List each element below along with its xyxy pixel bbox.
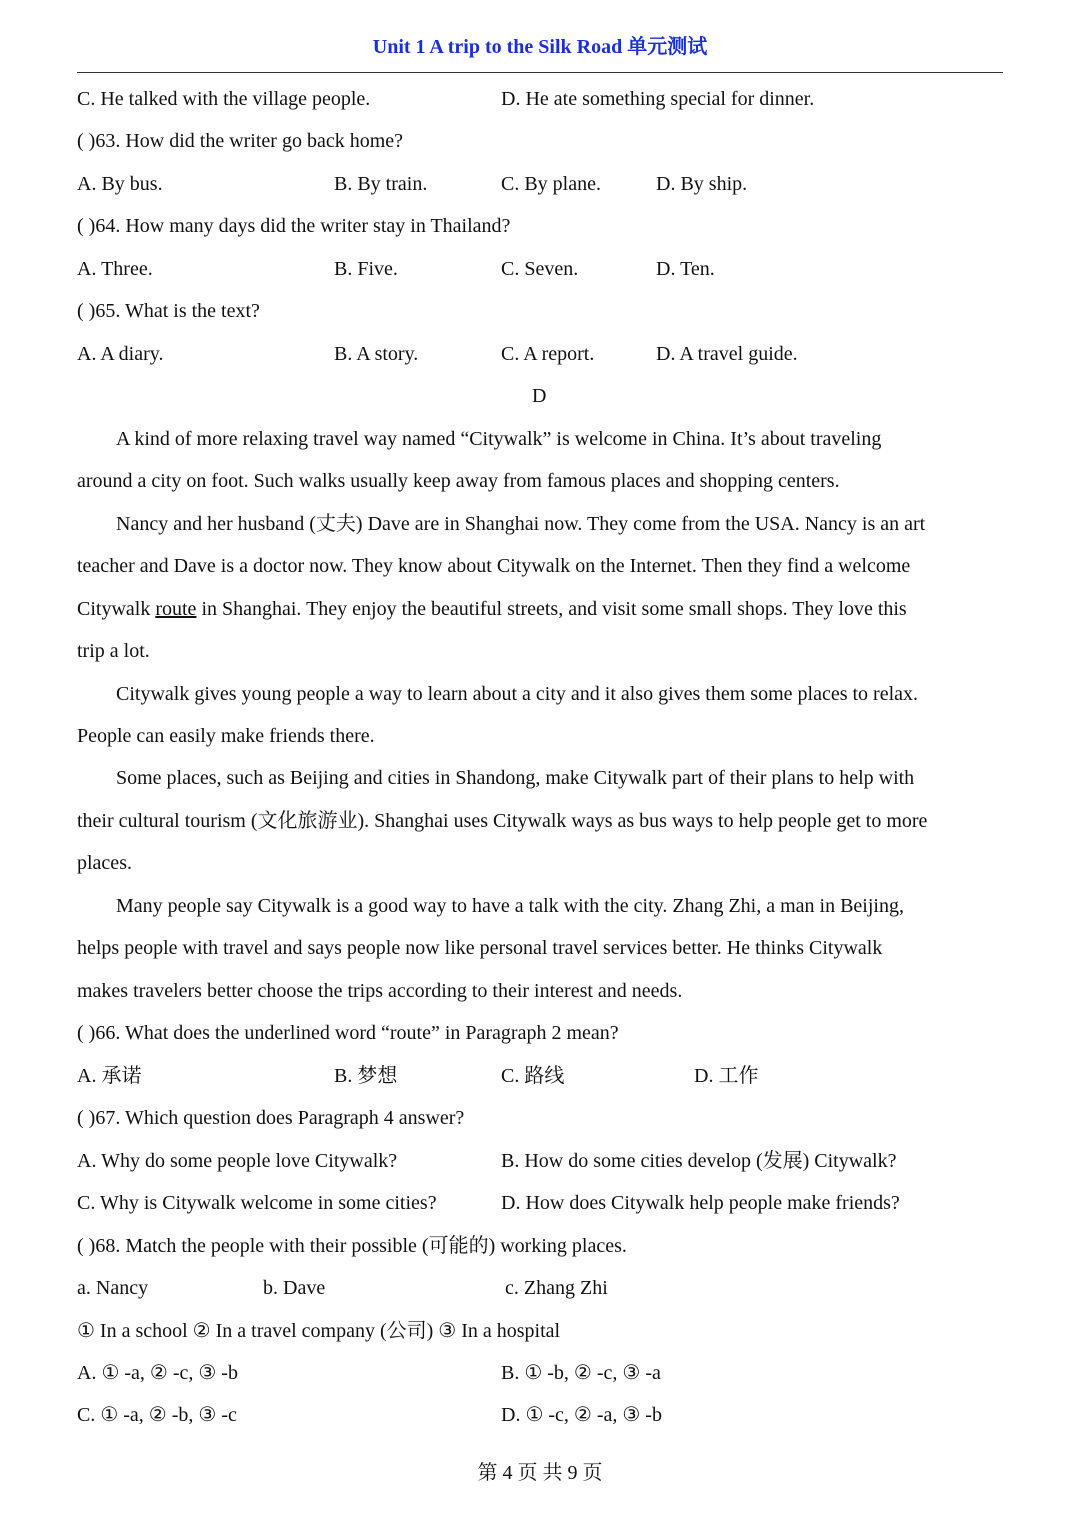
paragraph-line: Citywalk gives young people a way to learn about a city and it also gives them some places to relax.	[116, 683, 919, 705]
text-segment: in Shanghai. They enjoy the beautiful streets, and visit some small shops. They love this	[196, 598, 907, 620]
q68-person-c: c. Zhang Zhi	[505, 1277, 608, 1299]
q67-option-b: B. How do some cities develop (发展) Citywalk?	[501, 1150, 897, 1172]
q67-option-c: C. Why is Citywalk welcome in some cities?	[77, 1192, 437, 1214]
header-divider	[77, 72, 1003, 73]
q63-option-d: D. By ship.	[656, 173, 748, 195]
q65-option-d: D. A travel guide.	[656, 343, 798, 365]
paragraph-line: trip a lot.	[77, 640, 150, 662]
q68-option-c: C. ① -a, ② -b, ③ -c	[77, 1404, 237, 1426]
q64-option-c: C. Seven.	[501, 258, 579, 280]
q62-option-d: D. He ate something special for dinner.	[501, 88, 815, 110]
paragraph-line: People can easily make friends there.	[77, 725, 375, 747]
q65-option-b: B. A story.	[334, 343, 419, 365]
q62-option-c: C. He talked with the village people.	[77, 88, 371, 110]
q67-option-a: A. Why do some people love Citywalk?	[77, 1150, 398, 1172]
q63-option-c: C. By plane.	[501, 173, 601, 195]
q67-stem: ( )67. Which question does Paragraph 4 answer?	[77, 1107, 465, 1129]
text-segment: Citywalk	[77, 598, 156, 620]
q64-option-a: A. Three.	[77, 258, 153, 280]
q68-option-d: D. ① -c, ② -a, ③ -b	[501, 1404, 662, 1426]
q66-option-c: C. 路线	[501, 1065, 565, 1087]
q64-option-d: D. Ten.	[656, 258, 715, 280]
q65-stem: ( )65. What is the text?	[77, 300, 260, 322]
q65-option-c: C. A report.	[501, 343, 595, 365]
q63-stem: ( )63. How did the writer go back home?	[77, 130, 404, 152]
q64-option-b: B. Five.	[334, 258, 398, 280]
page-number-footer: 第 4 页 共 9 页	[477, 1462, 603, 1484]
q63-option-a: A. By bus.	[77, 173, 163, 195]
underlined-word-route: route	[155, 598, 197, 620]
q68-person-a: a. Nancy	[77, 1277, 149, 1299]
paragraph-line: helps people with travel and says people now like personal travel services better. He thinks Citywalk	[77, 937, 883, 959]
paragraph-line: around a city on foot. Such walks usually keep away from famous places and shopping centers.	[77, 470, 840, 492]
q63-option-b: B. By train.	[334, 173, 428, 195]
q66-stem: ( )66. What does the underlined word “route” in Paragraph 2 mean?	[77, 1022, 619, 1044]
q66-option-d: D. 工作	[694, 1065, 759, 1087]
paragraph-line: Some places, such as Beijing and cities in Shandong, make Citywalk part of their plans to help with	[116, 767, 915, 789]
paragraph-line-with-underline	[77, 596, 907, 622]
paragraph-line: Nancy and her husband (丈夫) Dave are in Shanghai now. They come from the USA. Nancy is an art	[116, 513, 926, 535]
q66-option-b: B. 梦想	[334, 1065, 398, 1087]
q68-stem: ( )68. Match the people with their possible (可能的) working places.	[77, 1235, 627, 1257]
q68-places: ① In a school ② In a travel company (公司) ③ In a hospital	[77, 1320, 561, 1342]
q66-option-a: A. 承诺	[77, 1065, 142, 1087]
paragraph-line: their cultural tourism (文化旅游业). Shanghai uses Citywalk ways as bus ways to help people get to more	[77, 810, 928, 832]
q64-stem: ( )64. How many days did the writer stay in Thailand?	[77, 215, 511, 237]
paragraph-line: places.	[77, 852, 132, 874]
q67-option-d: D. How does Citywalk help people make friends?	[501, 1192, 900, 1214]
paragraph-line: makes travelers better choose the trips according to their interest and needs.	[77, 980, 683, 1002]
paragraph-line: A kind of more relaxing travel way named “Citywalk” is welcome in China. It’s about traveling	[116, 428, 882, 450]
page-header-title: Unit 1 A trip to the Silk Road 单元测试	[372, 36, 708, 58]
passage-label: D	[532, 385, 547, 407]
paragraph-line: teacher and Dave is a doctor now. They know about Citywalk on the Internet. Then they find a welcome	[77, 555, 911, 577]
q68-option-b: B. ① -b, ② -c, ③ -a	[501, 1362, 661, 1384]
q68-person-b: b. Dave	[263, 1277, 326, 1299]
q68-option-a: A. ① -a, ② -c, ③ -b	[77, 1362, 238, 1384]
q65-option-a: A. A diary.	[77, 343, 164, 365]
paragraph-line: Many people say Citywalk is a good way to have a talk with the city. Zhang Zhi, a man in Beijing,	[116, 895, 904, 917]
